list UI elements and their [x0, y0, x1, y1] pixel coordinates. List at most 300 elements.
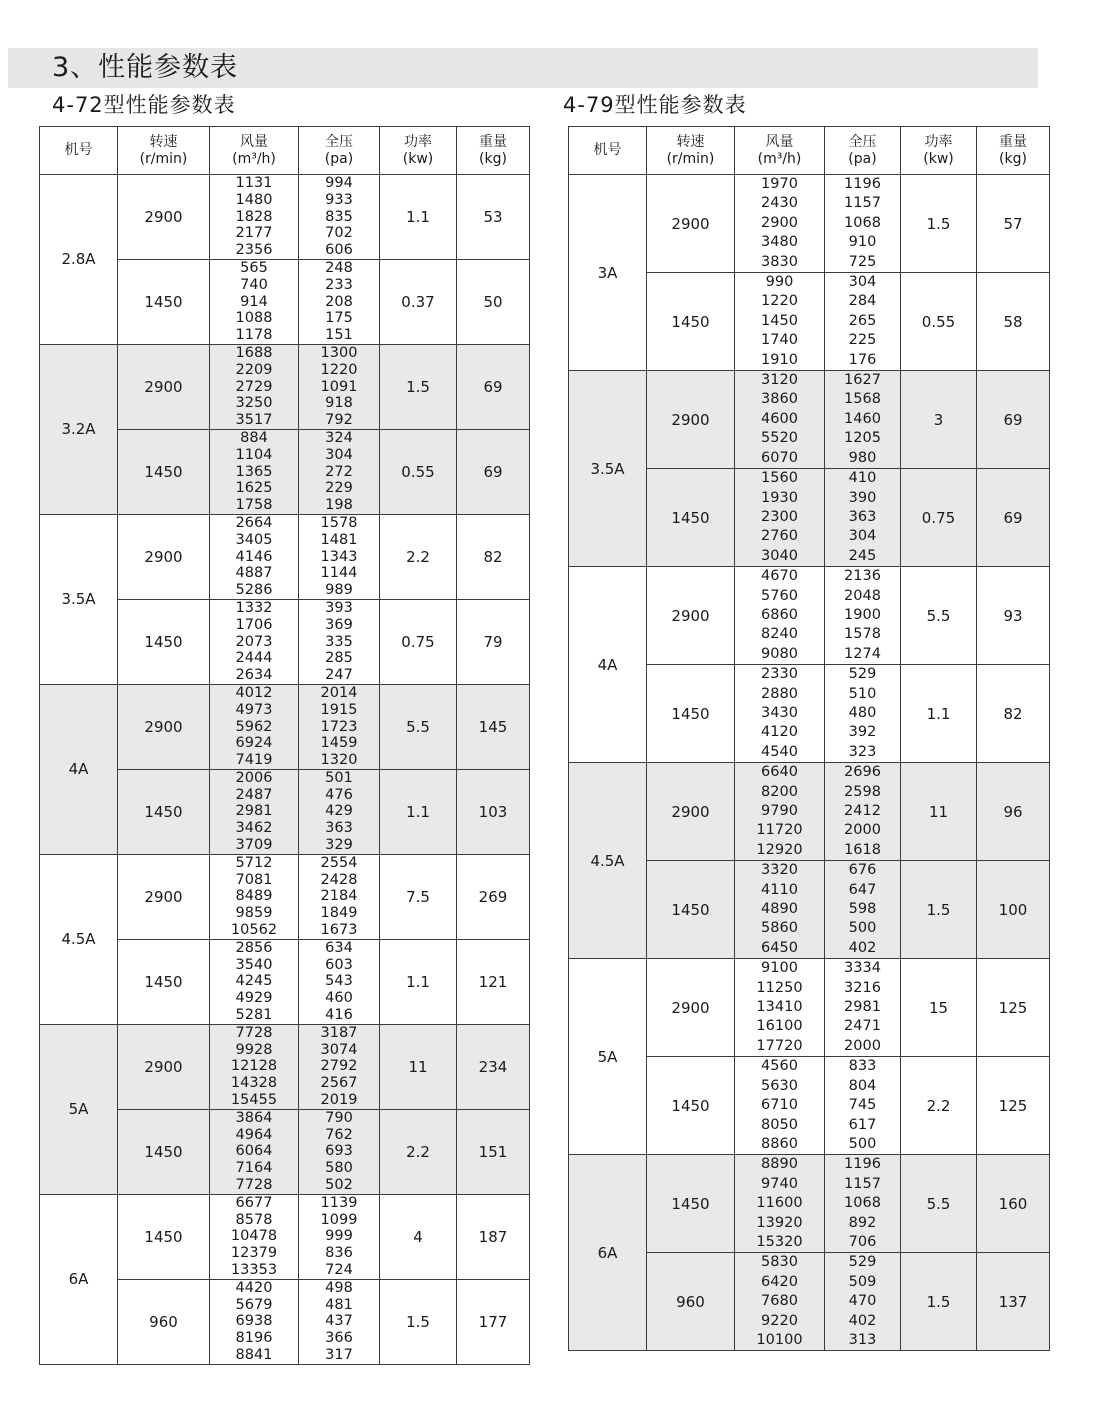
pressure-cell-value: 2019	[320, 1092, 358, 1109]
flow-cell-value: 15320	[756, 1233, 803, 1250]
pressure-cell-value: 835	[325, 208, 353, 225]
pressure-cell-value: 1849	[320, 905, 358, 922]
speed-cell: 2900	[647, 567, 735, 665]
flow-cell-value: 5760	[761, 587, 798, 604]
pressure-cell-value: 229	[325, 480, 353, 497]
model-cell: 4A	[40, 684, 118, 854]
flow-cell-value: 2634	[235, 667, 273, 684]
power-cell: 2.2	[380, 1109, 457, 1194]
pressure-cell-value: 2792	[320, 1058, 358, 1075]
pressure-cell-value: 324	[325, 429, 353, 446]
pressure-cell-value: 247	[325, 667, 353, 684]
weight-cell: 145	[457, 684, 530, 769]
flow-cell-value: 12920	[756, 841, 803, 858]
power-cell: 0.75	[901, 469, 977, 567]
flow-cell-value: 1828	[235, 208, 273, 225]
speed-cell: 1450	[647, 273, 735, 371]
flow-cell-value: 2880	[761, 685, 798, 702]
header-flow: 风量 (m³/h)	[735, 127, 825, 175]
power-cell: 15	[901, 959, 977, 1057]
pressure-cell-value: 892	[848, 1214, 877, 1231]
power-cell: 1.5	[901, 175, 977, 273]
pressure-cell-value: 762	[325, 1126, 353, 1143]
header-power: 功率 (kw)	[901, 127, 977, 175]
flow-cell	[735, 861, 825, 959]
pressure-cell-value: 501	[325, 769, 353, 786]
flow-cell-value: 2430	[761, 195, 798, 212]
flow-cell	[735, 469, 825, 567]
flow-cell-value: 1970	[761, 176, 798, 192]
speed-cell: 2900	[118, 684, 210, 769]
pressure-cell-value: 836	[325, 1245, 353, 1262]
pressure-cell-value: 366	[325, 1330, 353, 1347]
weight-cell: 100	[977, 861, 1050, 959]
flow-cell-value: 5830	[761, 1254, 798, 1271]
pressure-cell-value: 502	[325, 1177, 353, 1194]
pressure-cell	[825, 1057, 901, 1155]
flow-cell-value: 8578	[235, 1211, 273, 1228]
pressure-cell-value: 980	[848, 449, 877, 466]
pressure-cell-value: 498	[325, 1279, 353, 1296]
pressure-cell-value: 510	[848, 685, 877, 702]
flow-cell-value: 4012	[235, 684, 273, 701]
power-cell: 3	[901, 371, 977, 469]
performance-table-4-79	[568, 126, 1050, 1351]
power-cell: 2.2	[901, 1057, 977, 1155]
speed-cell: 1450	[118, 259, 210, 344]
flow-cell-value: 6420	[761, 1273, 798, 1290]
pressure-cell-value: 437	[325, 1313, 353, 1330]
header-weight: 重量 (kg)	[457, 127, 530, 175]
weight-cell: 82	[457, 514, 530, 599]
flow-cell	[735, 273, 825, 371]
pressure-cell-value: 390	[848, 489, 877, 506]
pressure-cell	[825, 763, 901, 861]
flow-cell-value: 2856	[235, 939, 273, 956]
flow-cell-value: 990	[765, 274, 794, 291]
flow-cell-value: 3480	[761, 234, 798, 251]
header-flow: 风量 (m³/h)	[210, 127, 299, 175]
weight-cell: 69	[457, 344, 530, 429]
weight-cell: 69	[457, 429, 530, 514]
pressure-cell	[299, 344, 380, 429]
flow-cell-value: 11600	[756, 1195, 803, 1212]
pressure-cell-value: 1099	[320, 1211, 358, 1228]
flow-cell-value: 13353	[230, 1262, 278, 1278]
flow-cell-value: 5630	[761, 1077, 798, 1094]
header-speed: 转速 (r/min)	[647, 127, 735, 175]
pressure-cell-value: 363	[325, 820, 353, 837]
header-pressure: 全压 (pa)	[299, 127, 380, 175]
flow-cell-value: 4890	[761, 901, 798, 918]
speed-cell: 1450	[647, 469, 735, 567]
pressure-cell-value: 3187	[320, 1024, 358, 1041]
pressure-cell	[825, 959, 901, 1057]
flow-cell-value: 1131	[235, 175, 273, 191]
model-cell: 3A	[569, 175, 647, 371]
flow-cell-value: 4887	[235, 565, 273, 582]
flow-cell	[210, 599, 299, 684]
pressure-cell-value: 994	[325, 175, 353, 191]
flow-cell	[735, 665, 825, 763]
pressure-cell-value: 2136	[844, 568, 881, 585]
flow-cell-value: 4560	[761, 1058, 798, 1075]
flow-cell-value: 5286	[235, 582, 273, 599]
pressure-cell-value: 2471	[844, 1018, 881, 1035]
pressure-cell-value: 304	[848, 274, 877, 291]
pressure-cell-value: 792	[325, 412, 353, 429]
power-cell: 7.5	[380, 854, 457, 939]
pressure-cell-value: 1568	[844, 391, 881, 408]
flow-cell-value: 5281	[235, 1007, 273, 1024]
flow-cell-value: 3540	[235, 956, 273, 973]
flow-cell-value: 2760	[761, 528, 798, 545]
pressure-cell-value: 1220	[320, 361, 358, 378]
flow-cell-value: 14328	[230, 1075, 278, 1092]
pressure-cell-value: 1205	[844, 430, 881, 447]
power-cell: 11	[901, 763, 977, 861]
pressure-cell-value: 284	[848, 293, 877, 310]
pressure-cell-value: 676	[848, 862, 877, 879]
flow-cell-value: 2664	[235, 514, 273, 531]
speed-cell: 1450	[647, 1057, 735, 1155]
model-cell: 5A	[40, 1024, 118, 1194]
flow-cell-value: 1332	[235, 599, 273, 616]
pressure-cell-value: 2598	[844, 783, 881, 800]
pressure-cell-value: 285	[325, 650, 353, 667]
pressure-cell-value: 225	[848, 332, 877, 349]
table-title-4-79: 4-79型性能参数表	[563, 93, 747, 117]
pressure-cell-value: 248	[325, 259, 353, 276]
pressure-cell	[299, 514, 380, 599]
pressure-cell-value: 2981	[844, 999, 881, 1016]
flow-cell-value: 7164	[235, 1160, 273, 1177]
pressure-cell	[825, 273, 901, 371]
weight-cell: 53	[457, 175, 530, 260]
pressure-cell-value: 265	[848, 312, 877, 329]
speed-cell: 2900	[118, 854, 210, 939]
pressure-cell-value: 725	[848, 253, 877, 270]
power-cell: 0.55	[380, 429, 457, 514]
flow-cell-value: 6450	[761, 939, 798, 956]
flow-cell-value: 7728	[235, 1024, 273, 1041]
speed-cell: 2900	[118, 1024, 210, 1109]
flow-cell-value: 4540	[761, 743, 798, 760]
pressure-cell	[825, 175, 901, 273]
flow-cell-value: 6640	[761, 764, 798, 781]
header-speed: 转速 (r/min)	[118, 127, 210, 175]
model-cell: 4.5A	[40, 854, 118, 1024]
speed-cell: 2900	[647, 371, 735, 469]
flow-cell	[210, 1024, 299, 1109]
pressure-cell	[299, 684, 380, 769]
weight-cell: 137	[977, 1253, 1050, 1351]
pressure-cell-value: 1578	[844, 626, 881, 643]
flow-cell	[735, 175, 825, 273]
pressure-cell-value: 833	[848, 1058, 877, 1075]
speed-cell: 1450	[647, 665, 735, 763]
pressure-cell	[299, 429, 380, 514]
flow-cell	[210, 429, 299, 514]
flow-cell-value: 3320	[761, 862, 798, 879]
flow-cell	[210, 514, 299, 599]
table-row	[569, 959, 1050, 1057]
weight-cell: 58	[977, 273, 1050, 371]
table-row	[40, 684, 530, 769]
flow-cell-value: 8200	[761, 783, 798, 800]
flow-cell-value: 5679	[235, 1296, 273, 1313]
flow-cell-value: 2330	[761, 666, 798, 683]
pressure-cell-value: 2696	[844, 764, 881, 781]
pressure-cell	[299, 1279, 380, 1364]
pressure-cell-value: 529	[848, 666, 877, 683]
flow-cell	[210, 1279, 299, 1364]
pressure-cell-value: 598	[848, 901, 877, 918]
flow-cell-value: 4120	[761, 724, 798, 741]
pressure-cell	[299, 599, 380, 684]
speed-cell: 1450	[118, 1109, 210, 1194]
flow-cell-value: 3430	[761, 704, 798, 721]
power-cell: 1.1	[380, 175, 457, 260]
flow-cell-value: 3517	[235, 412, 273, 429]
weight-cell: 82	[977, 665, 1050, 763]
table-row	[40, 175, 530, 260]
pressure-cell-value: 2428	[320, 871, 358, 888]
weight-cell: 57	[977, 175, 1050, 273]
flow-cell-value: 4146	[235, 548, 273, 565]
flow-cell-value: 3830	[761, 253, 798, 270]
weight-cell: 125	[977, 959, 1050, 1057]
pressure-cell-value: 1459	[320, 735, 358, 752]
pressure-cell	[825, 665, 901, 763]
pressure-cell-value: 233	[325, 276, 353, 293]
table-row	[569, 567, 1050, 665]
flow-cell-value: 1758	[235, 497, 273, 514]
flow-cell-value: 1706	[235, 616, 273, 633]
flow-cell-value: 11720	[756, 822, 803, 839]
speed-cell: 1450	[647, 1155, 735, 1253]
weight-cell: 79	[457, 599, 530, 684]
pressure-cell-value: 724	[325, 1262, 353, 1278]
flow-cell	[210, 1194, 299, 1279]
flow-cell	[210, 939, 299, 1024]
pressure-cell-value: 933	[325, 191, 353, 208]
header-model: 机号	[569, 127, 647, 175]
table-row	[40, 1024, 530, 1109]
flow-cell-value: 5962	[235, 718, 273, 735]
flow-cell-value: 5520	[761, 430, 798, 447]
flow-cell-value: 6677	[235, 1194, 273, 1211]
pressure-cell-value: 1196	[844, 176, 881, 192]
weight-cell: 121	[457, 939, 530, 1024]
pressure-cell-value: 745	[848, 1097, 877, 1114]
flow-cell	[210, 344, 299, 429]
flow-cell-value: 3405	[235, 531, 273, 548]
performance-table-4-72	[39, 126, 530, 1365]
flow-cell-value: 9100	[761, 960, 798, 977]
flow-cell-value: 9928	[235, 1041, 273, 1058]
pressure-cell-value: 272	[325, 463, 353, 480]
flow-cell-value: 10100	[756, 1331, 803, 1348]
pressure-cell-value: 317	[325, 1346, 353, 1363]
flow-cell-value: 13410	[756, 999, 803, 1016]
pressure-cell	[299, 854, 380, 939]
pressure-cell-value: 1157	[844, 1175, 881, 1192]
model-cell: 4A	[569, 567, 647, 763]
pressure-cell-value: 790	[325, 1109, 353, 1126]
pressure-cell-value: 2000	[844, 1037, 881, 1054]
pressure-cell-value: 634	[325, 939, 353, 956]
flow-cell-value: 4420	[235, 1279, 273, 1296]
pressure-cell-value: 500	[848, 920, 877, 937]
table-title-4-72: 4-72型性能参数表	[52, 93, 236, 117]
flow-cell	[735, 763, 825, 861]
table-row	[40, 854, 530, 939]
flow-cell-value: 1365	[235, 463, 273, 480]
flow-cell-value: 1930	[761, 489, 798, 506]
flow-cell-value: 6924	[235, 735, 273, 752]
flow-cell-value: 1480	[235, 191, 273, 208]
pressure-cell	[825, 567, 901, 665]
pressure-cell-value: 1627	[844, 372, 881, 389]
flow-cell-value: 9220	[761, 1312, 798, 1329]
pressure-cell-value: 460	[325, 990, 353, 1007]
pressure-cell-value: 1673	[320, 922, 358, 939]
flow-cell-value: 2177	[235, 225, 273, 242]
pressure-cell	[299, 259, 380, 344]
flow-cell-value: 9859	[235, 905, 273, 922]
pressure-cell-value: 1460	[844, 410, 881, 427]
flow-cell-value: 3120	[761, 372, 798, 389]
flow-cell-value: 2981	[235, 803, 273, 820]
power-cell: 1.5	[380, 1279, 457, 1364]
pressure-cell-value: 1144	[320, 565, 358, 582]
pressure-cell-value: 1723	[320, 718, 358, 735]
pressure-cell-value: 804	[848, 1077, 877, 1094]
flow-cell-value: 4929	[235, 990, 273, 1007]
pressure-cell-value: 693	[325, 1143, 353, 1160]
flow-cell-value: 8841	[235, 1346, 273, 1363]
flow-cell-value: 2444	[235, 650, 273, 667]
pressure-cell-value: 1157	[844, 195, 881, 212]
flow-cell-value: 1450	[761, 312, 798, 329]
pressure-cell-value: 1481	[320, 531, 358, 548]
model-cell: 3.2A	[40, 344, 118, 514]
pressure-cell-value: 1274	[844, 645, 881, 662]
flow-cell-value: 1178	[235, 327, 273, 344]
table-row	[40, 344, 530, 429]
pressure-cell	[825, 469, 901, 567]
flow-cell-value: 565	[240, 259, 268, 276]
flow-cell-value: 2487	[235, 786, 273, 803]
pressure-cell-value: 176	[848, 351, 877, 368]
pressure-cell-value: 402	[848, 1312, 877, 1329]
flow-cell-value: 3250	[235, 395, 273, 412]
flow-cell-value: 7680	[761, 1293, 798, 1310]
weight-cell: 269	[457, 854, 530, 939]
pressure-cell-value: 416	[325, 1007, 353, 1024]
flow-cell	[735, 959, 825, 1057]
speed-cell: 1450	[118, 599, 210, 684]
flow-cell-value: 12379	[230, 1245, 278, 1262]
pressure-cell-value: 2184	[320, 888, 358, 905]
pressure-cell-value: 393	[325, 599, 353, 616]
header-pressure: 全压 (pa)	[825, 127, 901, 175]
weight-cell: 234	[457, 1024, 530, 1109]
pressure-cell-value: 245	[848, 547, 877, 564]
flow-cell-value: 2729	[235, 378, 273, 395]
pressure-cell-value: 617	[848, 1116, 877, 1133]
pressure-cell	[825, 1253, 901, 1351]
pressure-cell-value: 476	[325, 786, 353, 803]
section-title: 3、性能参数表	[52, 52, 239, 83]
flow-cell-value: 6064	[235, 1143, 273, 1160]
pressure-cell-value: 2554	[320, 854, 358, 871]
pressure-cell-value: 529	[848, 1254, 877, 1271]
pressure-cell-value: 1068	[844, 214, 881, 231]
flow-cell-value: 2300	[761, 508, 798, 525]
flow-cell-value: 10562	[230, 922, 278, 939]
model-cell: 5A	[569, 959, 647, 1155]
pressure-cell-value: 410	[848, 470, 877, 487]
model-cell: 4.5A	[569, 763, 647, 959]
pressure-cell	[825, 371, 901, 469]
pressure-cell-value: 304	[325, 446, 353, 463]
pressure-cell-value: 1320	[320, 752, 358, 769]
pressure-cell-value: 429	[325, 803, 353, 820]
pressure-cell-value: 175	[325, 310, 353, 327]
table-row	[40, 1194, 530, 1279]
power-cell: 5.5	[901, 1155, 977, 1253]
model-cell: 6A	[569, 1155, 647, 1351]
pressure-cell-value: 603	[325, 956, 353, 973]
flow-cell-value: 4110	[761, 881, 798, 898]
pressure-cell-value: 198	[325, 497, 353, 514]
flow-cell-value: 12128	[230, 1058, 278, 1075]
power-cell: 1.1	[901, 665, 977, 763]
header-power: 功率 (kw)	[380, 127, 457, 175]
pressure-cell	[299, 1024, 380, 1109]
pressure-cell-value: 606	[325, 242, 353, 259]
pressure-cell	[299, 769, 380, 854]
weight-cell: 96	[977, 763, 1050, 861]
flow-cell-value: 1088	[235, 310, 273, 327]
pressure-cell-value: 481	[325, 1296, 353, 1313]
flow-cell-value: 8196	[235, 1330, 273, 1347]
flow-cell	[735, 1155, 825, 1253]
power-cell: 1.1	[380, 769, 457, 854]
header-weight: 重量 (kg)	[977, 127, 1050, 175]
flow-cell-value: 6938	[235, 1313, 273, 1330]
pressure-cell-value: 918	[325, 395, 353, 412]
pressure-cell-value: 910	[848, 234, 877, 251]
flow-cell-value: 2209	[235, 361, 273, 378]
pressure-cell-value: 580	[325, 1160, 353, 1177]
pressure-cell-value: 1578	[320, 514, 358, 531]
flow-cell-value: 1625	[235, 480, 273, 497]
pressure-cell-value: 1343	[320, 548, 358, 565]
flow-cell-value: 4600	[761, 410, 798, 427]
pressure-cell	[299, 175, 380, 260]
weight-cell: 50	[457, 259, 530, 344]
weight-cell: 93	[977, 567, 1050, 665]
weight-cell: 160	[977, 1155, 1050, 1253]
power-cell: 0.37	[380, 259, 457, 344]
speed-cell: 1450	[118, 939, 210, 1024]
flow-cell-value: 9790	[761, 803, 798, 819]
power-cell: 11	[380, 1024, 457, 1109]
table-row	[569, 371, 1050, 469]
